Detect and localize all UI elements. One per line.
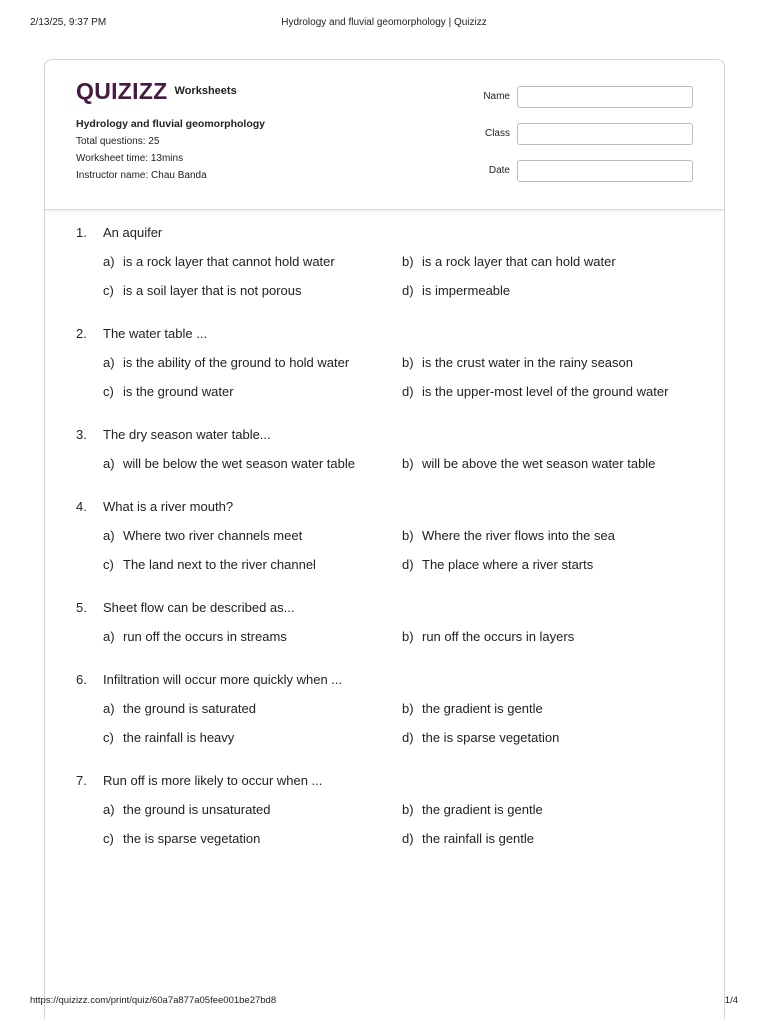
option-d [402,730,692,746]
option-letter: b) [402,701,414,716]
option-d [402,557,692,573]
option-letter: b) [402,254,414,269]
option-letter: a) [103,701,115,716]
total-questions: Total questions: 25 [76,136,160,147]
date-field-row [465,160,695,183]
option-letter: d) [402,557,414,572]
question-text: An aquifer [103,225,163,240]
question-list [76,225,704,874]
option-a [103,254,402,270]
name-field[interactable] [517,86,693,108]
option-letter: c) [103,557,114,572]
question-6 [76,672,704,746]
option-text: is a soil layer that is not porous [123,283,302,298]
question-number: 1. [76,225,87,240]
worksheet-meta [76,118,265,187]
option-letter: c) [103,283,114,298]
option-b [402,629,692,645]
question-number: 2. [76,326,87,341]
question-text: The dry season water table... [103,427,271,442]
option-text: the gradient is gentle [422,701,543,716]
worksheet-title: Hydrology and fluvial geomorphology [76,118,266,130]
option-text: the ground is saturated [123,701,256,716]
question-number: 6. [76,672,87,687]
option-text: The land next to the river channel [123,557,316,572]
option-letter: a) [103,629,115,644]
date-label: Date [488,165,510,176]
option-letter: a) [103,254,115,269]
worksheet-header [45,60,724,210]
option-text: the is sparse vegetation [422,730,560,745]
option-letter: c) [103,730,114,745]
question-text: Run off is more likely to occur when ... [103,773,323,788]
question-2 [76,326,704,400]
question-text: What is a river mouth? [103,499,234,514]
option-b [402,701,692,717]
option-a [103,528,402,544]
option-text: Where two river channels meet [123,528,303,543]
option-c [103,557,402,573]
print-footer [30,995,738,1009]
option-letter: a) [103,528,115,543]
question-number: 3. [76,427,87,442]
option-text: is the ability of the ground to hold water [123,355,350,370]
option-a [103,456,402,472]
date-field[interactable] [517,160,693,182]
question-text: The water table ... [103,326,208,341]
question-3 [76,427,704,472]
option-text: Where the river flows into the sea [422,528,615,543]
option-letter: a) [103,355,115,370]
option-a [103,355,402,371]
option-text: is the ground water [123,384,234,399]
page-number: 1/4 [724,995,738,1006]
option-letter: b) [402,528,414,543]
option-text: is impermeable [422,283,511,298]
class-label: Class [484,128,510,139]
print-url[interactable]: https://quizizz.com/print/quiz/60a7a877a05fee001be27bd8 [30,995,277,1006]
option-letter: a) [103,456,115,471]
option-a [103,629,402,645]
question-4 [76,499,704,573]
brand-row [76,80,237,103]
option-d [402,283,692,299]
worksheets-label: Worksheets [174,84,237,97]
question-number: 5. [76,600,87,615]
print-page-title: Hydrology and fluvial geomorphology | Quizizz [281,17,487,28]
option-text: will be below the wet season water table [123,456,355,471]
option-b [402,254,692,270]
quizizz-logo: QUIZIZZ [76,78,168,104]
option-text: will be above the wet season water table [422,456,656,471]
option-letter: d) [402,831,414,846]
option-letter: d) [402,283,414,298]
name-label: Name [483,91,510,102]
option-text: the rainfall is gentle [422,831,535,846]
option-text: run off the occurs in layers [422,629,575,644]
option-b [402,528,692,544]
option-d [402,384,692,400]
option-letter: b) [402,802,414,817]
question-number: 4. [76,499,87,514]
instructor-name: Instructor name: Chau Banda [76,170,207,181]
option-c [103,384,402,400]
print-header [30,17,738,31]
option-text: the ground is unsaturated [123,802,271,817]
option-a [103,802,402,818]
class-field-row [465,123,695,146]
worksheet-time: Worksheet time: 13mins [76,153,184,164]
option-letter: b) [402,629,414,644]
option-text: the rainfall is heavy [123,730,235,745]
option-text: is the crust water in the rainy season [422,355,633,370]
question-text: Sheet flow can be described as... [103,600,295,615]
option-text: run off the occurs in streams [123,629,287,644]
option-letter: b) [402,355,414,370]
question-text: Infiltration will occur more quickly when ... [103,672,343,687]
option-b [402,802,692,818]
option-letter: c) [103,384,114,399]
option-letter: c) [103,831,114,846]
question-number: 7. [76,773,87,788]
option-letter: d) [402,730,414,745]
question-7 [76,773,704,847]
option-text: is the upper-most level of the ground water [422,384,669,399]
option-a [103,701,402,717]
worksheet-sheet [44,59,725,1019]
question-5 [76,600,704,645]
option-letter: b) [402,456,414,471]
option-letter: d) [402,384,414,399]
option-text: The place where a river starts [422,557,594,572]
option-text: the is sparse vegetation [123,831,261,846]
class-field[interactable] [517,123,693,145]
print-datetime: 2/13/25, 9:37 PM [30,17,107,28]
option-b [402,456,692,472]
option-c [103,831,402,847]
question-1 [76,225,704,299]
option-letter: a) [103,802,115,817]
option-c [103,283,402,299]
student-fields [465,86,695,197]
name-field-row [465,86,695,109]
option-text: the gradient is gentle [422,802,543,817]
option-c [103,730,402,746]
option-text: is a rock layer that cannot hold water [123,254,335,269]
option-b [402,355,692,371]
option-d [402,831,692,847]
option-text: is a rock layer that can hold water [422,254,616,269]
